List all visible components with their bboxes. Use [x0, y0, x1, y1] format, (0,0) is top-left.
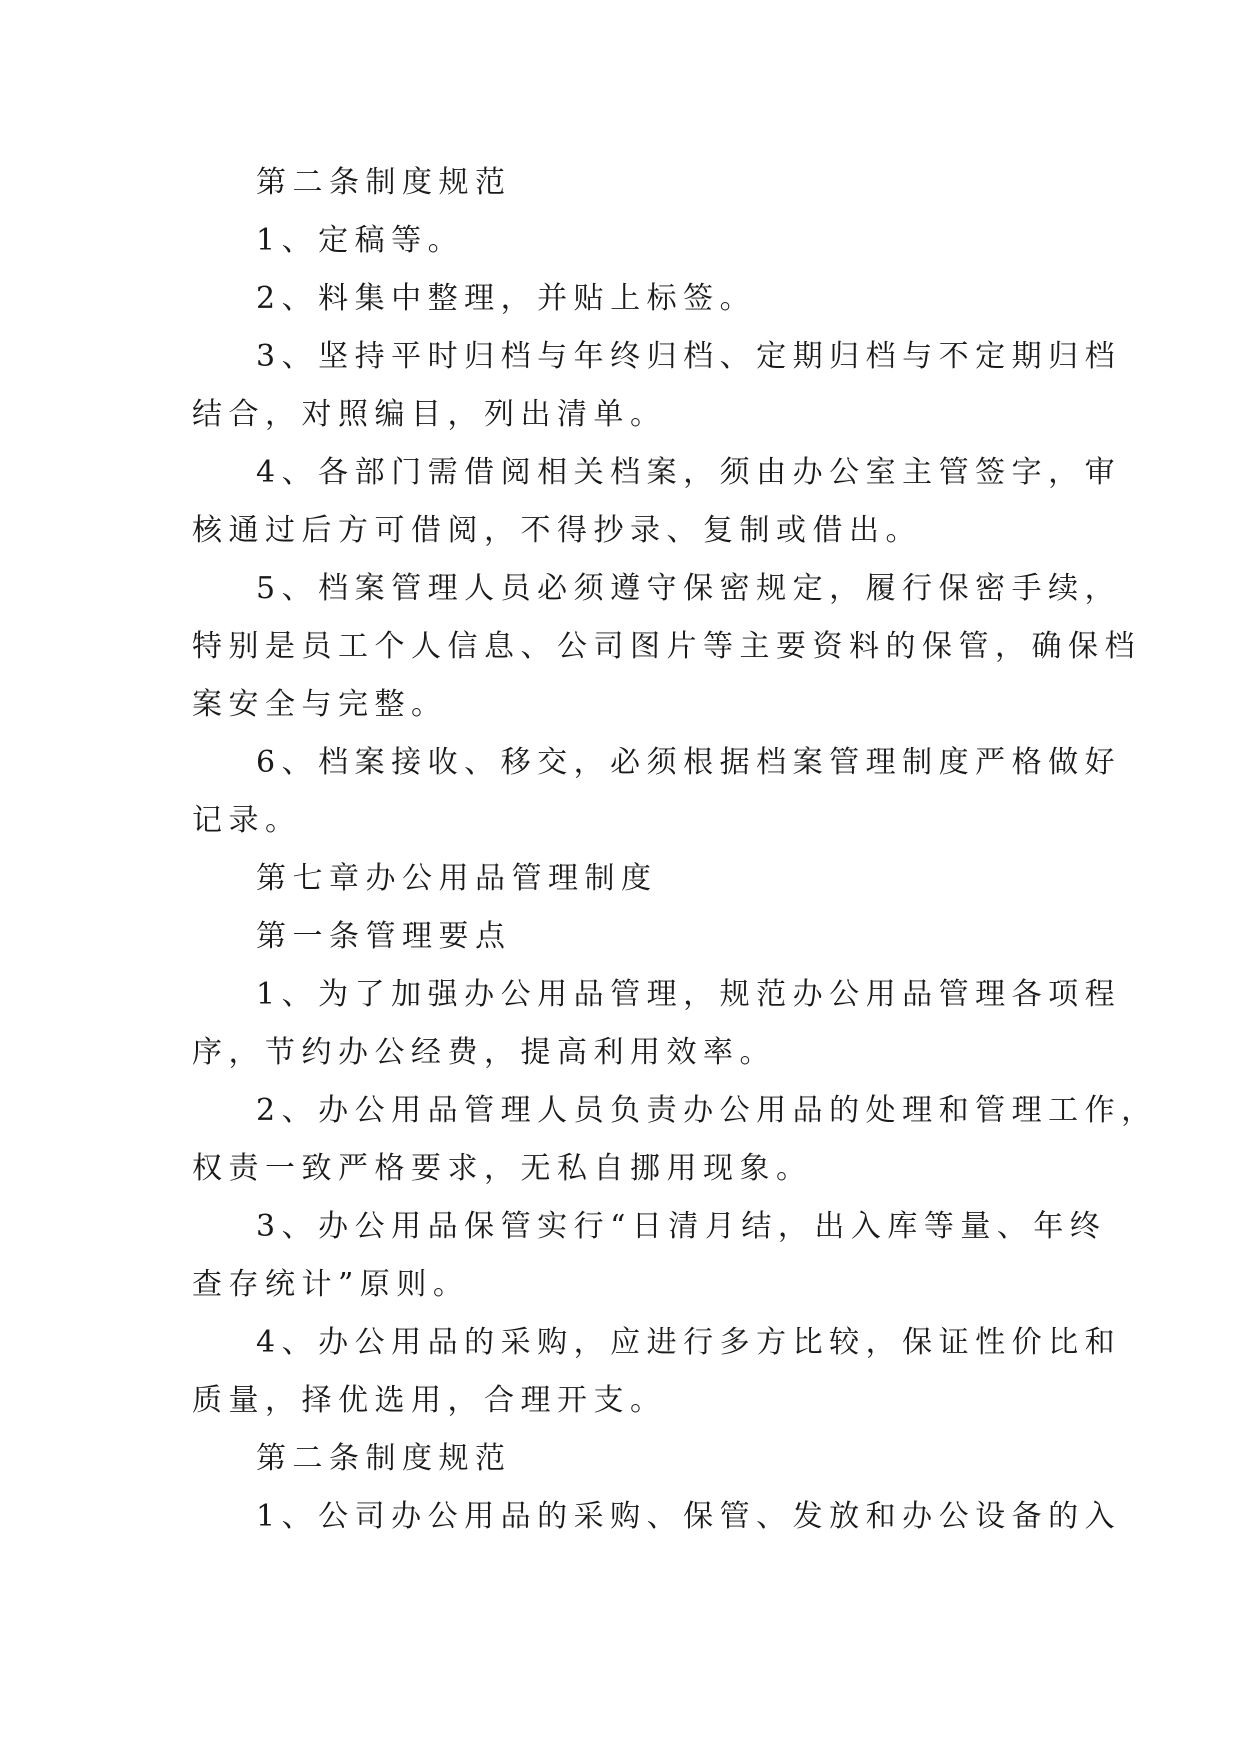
section-heading: 第二条制度规范: [256, 165, 512, 200]
paragraph-line: 3、坚持平时归档与年终归档、定期归档与不定期归档: [256, 339, 1122, 374]
paragraph-line: 1、定稿等。: [256, 223, 465, 258]
paragraph-line: 查存统计”原则。: [192, 1267, 470, 1302]
paragraph-line: 结合，对照编目，列出清单。: [192, 397, 667, 432]
paragraph-line: 6、档案接收、移交，必须根据档案管理制度严格做好: [256, 745, 1122, 780]
paragraph-line: 4、办公用品的采购，应进行多方比较，保证性价比和: [256, 1325, 1122, 1360]
paragraph-line: 记录。: [192, 803, 302, 838]
paragraph-line: 3、办公用品保管实行“日清月结，出入库等量、年终: [256, 1209, 1107, 1244]
paragraph-line: 质量，择优选用，合理开支。: [192, 1383, 667, 1418]
paragraph-line: 序，节约办公经费，提高利用效率。: [192, 1035, 776, 1070]
chapter-heading: 第七章办公用品管理制度: [256, 861, 658, 896]
paragraph-line: 1、为了加强办公用品管理，规范办公用品管理各项程: [256, 977, 1122, 1012]
section-heading: 第二条制度规范: [256, 1441, 512, 1476]
paragraph-line: 5、档案管理人员必须遵守保密规定，履行保密手续，: [256, 571, 1122, 606]
paragraph-line: 2、料集中整理，并贴上标签。: [256, 281, 757, 316]
paragraph-line: 2、办公用品管理人员负责办公用品的处理和管理工作，: [256, 1093, 1158, 1128]
paragraph-line: 1、公司办公用品的采购、保管、发放和办公设备的入: [256, 1499, 1122, 1534]
paragraph-line: 权责一致严格要求，无私自挪用现象。: [192, 1151, 813, 1186]
document-body: [192, 154, 1158, 1546]
paragraph-line: 4、各部门需借阅相关档案，须由办公室主管签字，审: [256, 455, 1122, 490]
paragraph-line: 特别是员工个人信息、公司图片等主要资料的保管，确保档: [192, 629, 1141, 664]
paragraph-line: 案安全与完整。: [192, 687, 448, 722]
section-heading: 第一条管理要点: [256, 919, 512, 954]
paragraph-line: 核通过后方可借阅，不得抄录、复制或借出。: [192, 513, 922, 548]
